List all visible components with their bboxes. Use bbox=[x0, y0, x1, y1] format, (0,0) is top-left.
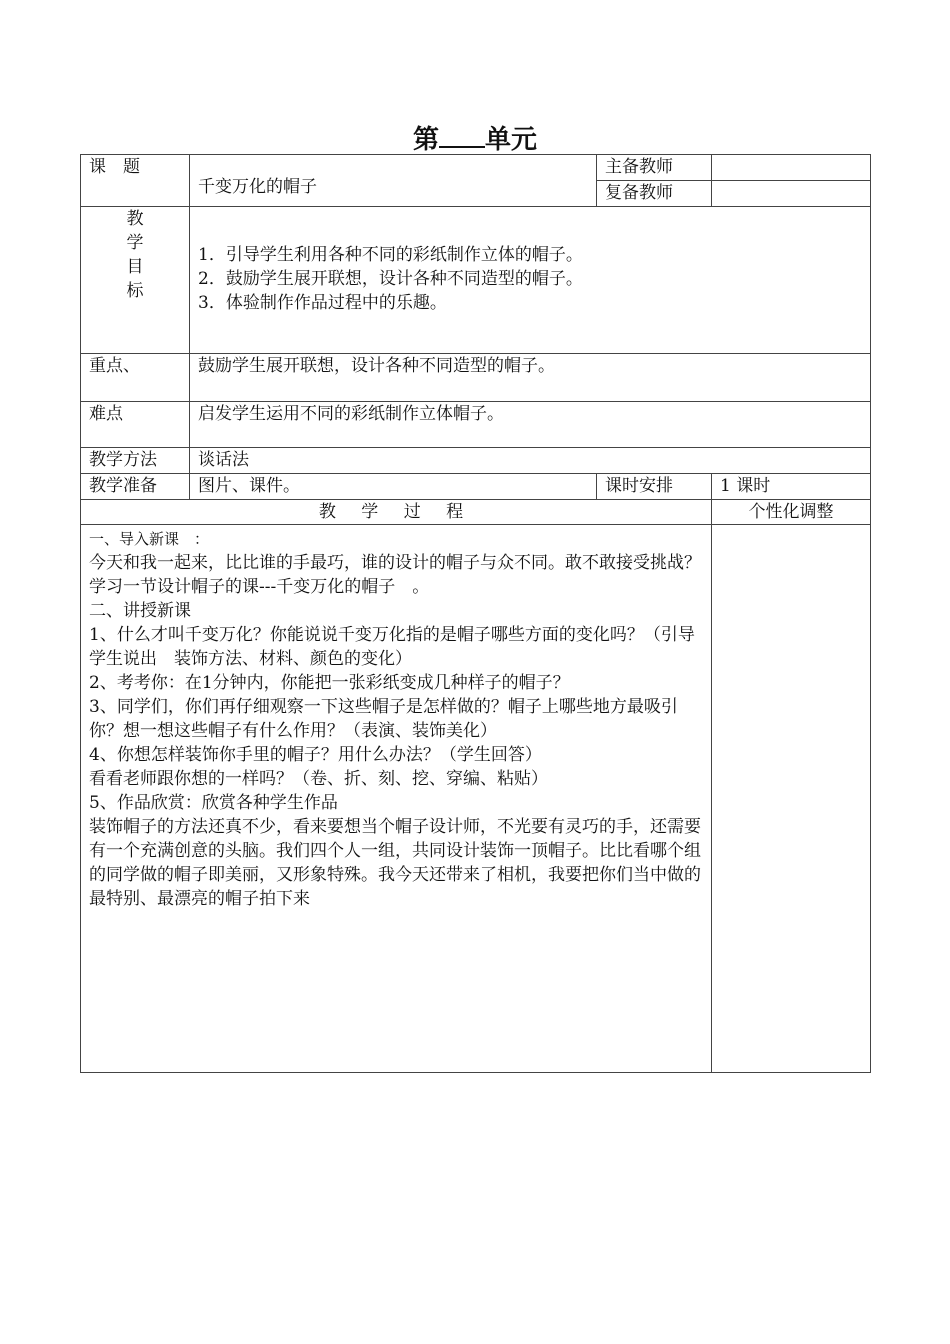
difficulty-label: 难点 bbox=[81, 402, 190, 448]
title-suffix: 单元 bbox=[485, 125, 538, 155]
process-line: 一、导入新课 ： bbox=[89, 530, 210, 548]
method-label: 教学方法 bbox=[81, 448, 190, 474]
main-teacher-value bbox=[712, 155, 871, 181]
schedule-label: 课时安排 bbox=[597, 474, 712, 500]
process-line: 2、考考你：在1分钟内，你能把一张彩纸变成几种样子的帽子？ bbox=[89, 673, 570, 693]
process-line: 二、讲授新课 bbox=[89, 601, 191, 621]
process-line: 今天和我一起来，比比谁的手最巧，谁的设计的帽子与众不同。敢不敢接受挑战？学习一节设计帽子的课---千变万化的帽子 。 bbox=[89, 553, 701, 597]
topic-value: 千变万化的帽子 bbox=[190, 155, 597, 207]
key-point-label: 重点、 bbox=[81, 354, 190, 402]
key-point-value: 鼓励学生展开联想，设计各种不同造型的帽子。 bbox=[190, 354, 871, 402]
adjust-content bbox=[712, 525, 871, 1073]
row-process-body bbox=[81, 525, 871, 1073]
goals-list bbox=[190, 207, 871, 354]
page-title bbox=[0, 120, 950, 158]
process-content bbox=[81, 525, 712, 1073]
schedule-value: 1 课时 bbox=[712, 474, 871, 500]
adjust-header: 个性化调整 bbox=[712, 500, 871, 525]
row-process-header bbox=[81, 500, 871, 525]
method-value: 谈话法 bbox=[190, 448, 871, 474]
row-difficulty bbox=[81, 402, 871, 448]
sub-teacher-label: 复备教师 bbox=[597, 181, 712, 207]
process-line: 3、同学们，你们再仔细观察一下这些帽子是怎样做的？帽子上哪些地方最吸引你？想一想这些帽子有什么作用？（表演、装饰美化） bbox=[89, 697, 678, 741]
preparation-label: 教学准备 bbox=[81, 474, 190, 500]
preparation-value: 图片、课件。 bbox=[190, 474, 597, 500]
row-method bbox=[81, 448, 871, 474]
topic-label: 课 题 bbox=[81, 155, 190, 207]
process-line: 装饰帽子的方法还真不少，看来要想当个帽子设计师，不光要有灵巧的手，还需要有一个充满创意的头脑。我们四个人一组，共同设计装饰一顶帽子。比比看哪个组的同学做的帽子即美丽，又形象特殊。我今天还带来了相机，我要把你们当中做的最特别、最漂亮的帽子拍下来 bbox=[89, 817, 701, 909]
goal-item: 3．体验制作作品过程中的乐趣。 bbox=[198, 293, 447, 313]
process-line: 4、你想怎样装饰你手里的帽子？用什么办法？（学生回答） bbox=[89, 745, 542, 765]
row-preparation bbox=[81, 474, 871, 500]
title-prefix: 第 bbox=[412, 125, 439, 155]
row-goals bbox=[81, 207, 871, 354]
main-teacher-label: 主备教师 bbox=[597, 155, 712, 181]
process-line: 1、什么才叫千变万化？你能说说千变万化指的是帽子哪些方面的变化吗？（引导学生说出 装饰方法、材料、颜色的变化） bbox=[89, 625, 695, 669]
process-line: 5、作品欣赏：欣赏各种学生作品 bbox=[89, 793, 338, 813]
row-key-point bbox=[81, 354, 871, 402]
process-header: 教 学 过 程 bbox=[81, 500, 712, 525]
title-blank bbox=[439, 120, 485, 148]
lesson-plan-table bbox=[80, 154, 871, 1073]
row-topic bbox=[81, 155, 871, 181]
difficulty-value: 启发学生运用不同的彩纸制作立体帽子。 bbox=[190, 402, 871, 448]
goal-item: 2．鼓励学生展开联想，设计各种不同造型的帽子。 bbox=[198, 269, 583, 289]
process-line: 看看老师跟你想的一样吗？（卷、折、刻、挖、穿编、粘贴） bbox=[89, 769, 548, 789]
goals-label: 教 学 目 标 bbox=[81, 207, 190, 354]
sub-teacher-value bbox=[712, 181, 871, 207]
goal-item: 1．引导学生利用各种不同的彩纸制作立体的帽子。 bbox=[198, 245, 583, 265]
